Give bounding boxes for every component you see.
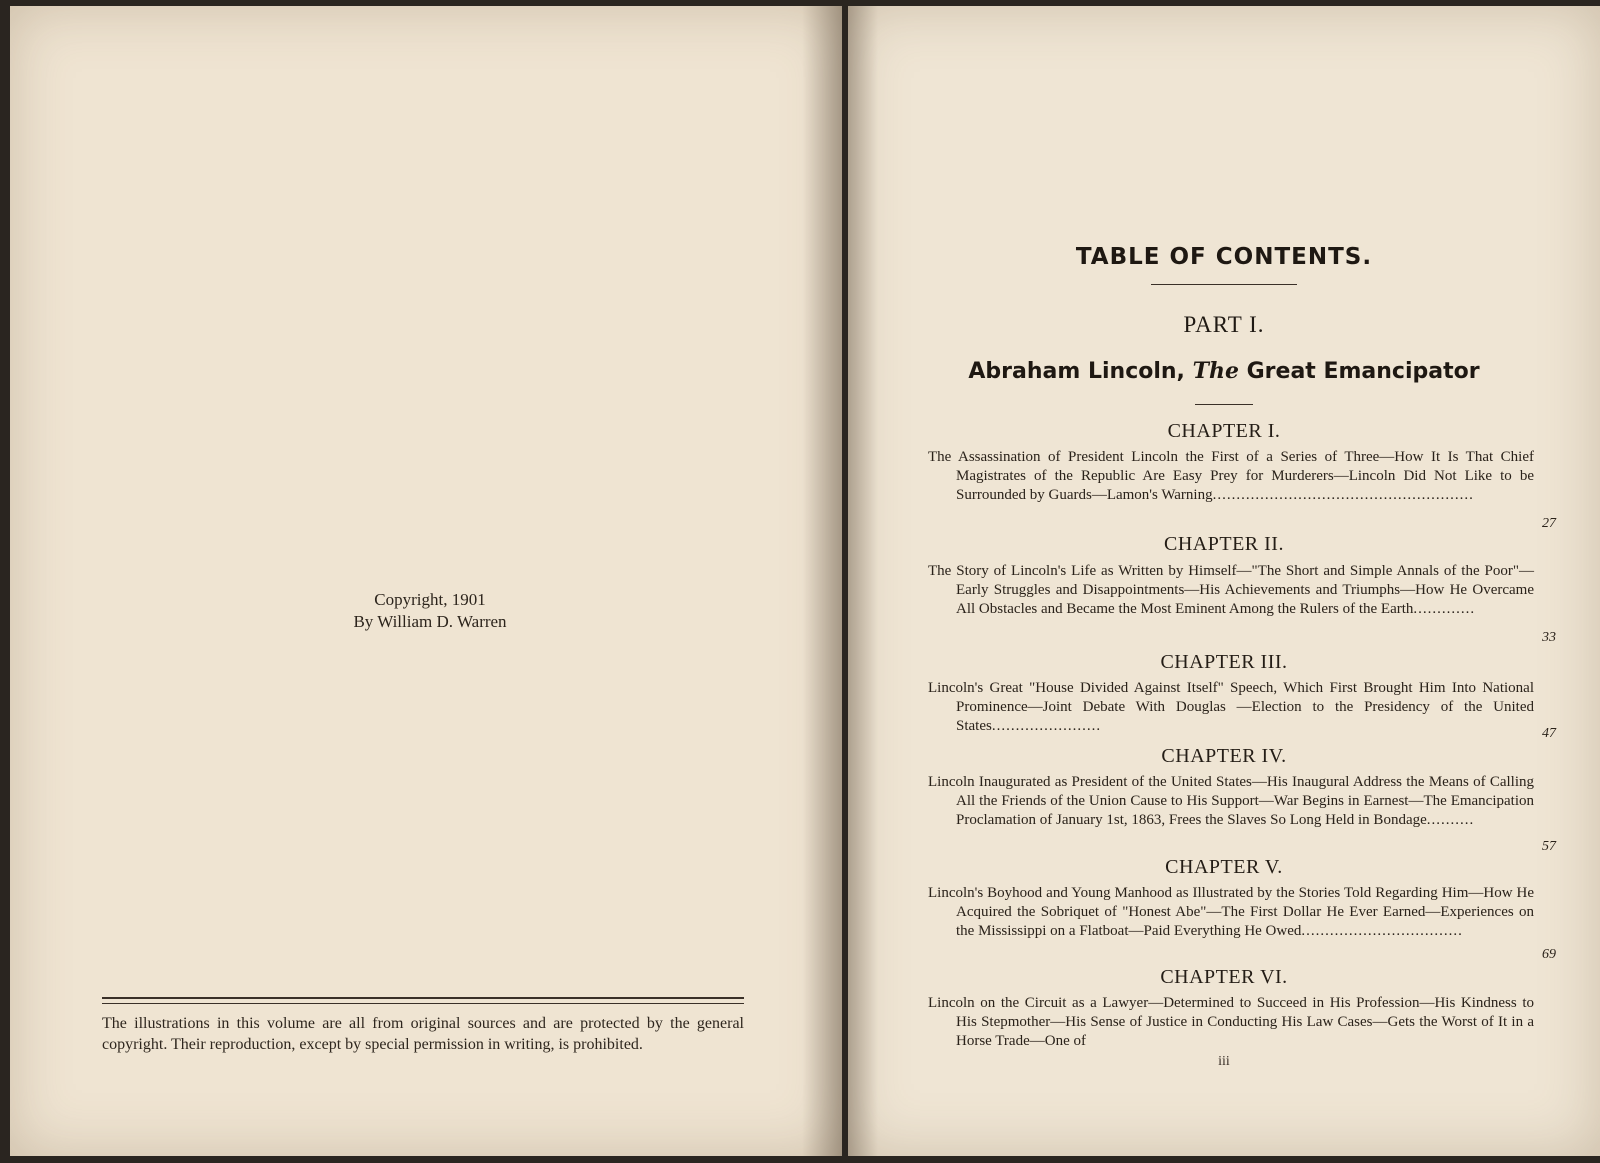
chapter-heading: CHAPTER IV. (1161, 745, 1287, 767)
chapter-description (928, 773, 1534, 830)
chapter-heading: CHAPTER III. (1160, 651, 1288, 673)
dot-leader: ............. (1413, 601, 1476, 617)
chapter-description (928, 994, 1534, 1051)
subtitle-rule (1195, 404, 1253, 405)
copyright-block (320, 589, 540, 633)
chapter-text: The Assassination of President Lincoln the First of a Series of Three—How It Is That Chief Magistrates of the Republic Are Easy Prey for Murderers—Lincoln Did Not Like to be Surrounded by Guards—Lamon's Warning (928, 449, 1534, 503)
toc-title: TABLE OF CONTENTS. (1075, 244, 1373, 270)
copyright-line: Copyright, 1901 (374, 590, 486, 609)
chapter-text: Lincoln's Great "House Divided Against Itself" Speech, Which First Brought Him Into National Prominence—Joint Debate With Douglas —Election to the Presidency of the United States (928, 680, 1534, 734)
chapter-description (928, 884, 1534, 941)
spine-shadow (802, 6, 842, 1156)
dot-leader: ....................... (991, 718, 1102, 734)
double-rule (102, 997, 744, 1004)
left-page (10, 6, 842, 1156)
chapter-description (928, 679, 1534, 736)
dot-leader: .......... (1426, 812, 1475, 828)
subtitle-name: Abraham Lincoln, (968, 359, 1185, 384)
dot-leader: .................................. (1301, 923, 1463, 939)
subtitle-the: The (1192, 358, 1239, 384)
chapter-text: Lincoln on the Circuit as a Lawyer—Determined to Succeed in His Profession—His Kindness to His Stepmother—His Sense of Justice in Conducting His Law Cases—Gets the Worst of It in a Horse Trade—One of (928, 995, 1534, 1049)
subtitle-rest: Great Emancipator (1246, 359, 1480, 384)
chapter-text: Lincoln's Boyhood and Young Manhood as Illustrated by the Stories Told Regarding Him—How He Acquired the Sobriquet of "Honest Abe"—The First Dollar He Ever Earned—Experiences on the Mississippi on a Flatboat—Paid Everything He Owed (928, 885, 1534, 939)
part-heading: PART I. (1183, 312, 1265, 337)
page-number: 47 (1542, 726, 1556, 741)
chapter-heading: CHAPTER II. (1164, 533, 1284, 555)
chapter-description (928, 562, 1534, 619)
part-subtitle (848, 358, 1600, 384)
chapter-text: Lincoln Inaugurated as President of the United States—His Inaugural Address the Means of Calling All the Friends of the Union Cause to His Support—War Begins in Earnest—The Emancipation Proclamation of January 1st, 1863, Frees the Slaves So Long Held in Bondage (928, 774, 1534, 828)
chapter-text: The Story of Lincoln's Life as Written by Himself—"The Short and Simple Annals of the Poor"—Early Struggles and Disappointments—His Achievements and Triumphs—How He Overcame All Obstacles and Became the Most Eminent Among the Rulers of the Earth (928, 563, 1534, 617)
right-page (848, 6, 1600, 1156)
page-number: 57 (1542, 839, 1556, 854)
chapter-heading: CHAPTER I. (1167, 420, 1281, 442)
copyright-author: By William D. Warren (353, 612, 507, 631)
page-number: 69 (1542, 947, 1556, 962)
illustrations-notice: The illustrations in this volume are all from original sources and are protected by the general copyright. Their reproduction, except by special permission in writing, is prohibited. (102, 1015, 744, 1053)
page-number: 33 (1542, 630, 1556, 645)
page-number: 27 (1542, 516, 1556, 531)
page-folio: iii (1218, 1054, 1230, 1069)
chapter-description (928, 448, 1534, 505)
chapter-heading: CHAPTER VI. (1160, 966, 1288, 988)
title-rule (1151, 284, 1297, 285)
dot-leader: ....................................................... (1212, 487, 1474, 503)
chapter-heading: CHAPTER V. (1165, 856, 1283, 878)
